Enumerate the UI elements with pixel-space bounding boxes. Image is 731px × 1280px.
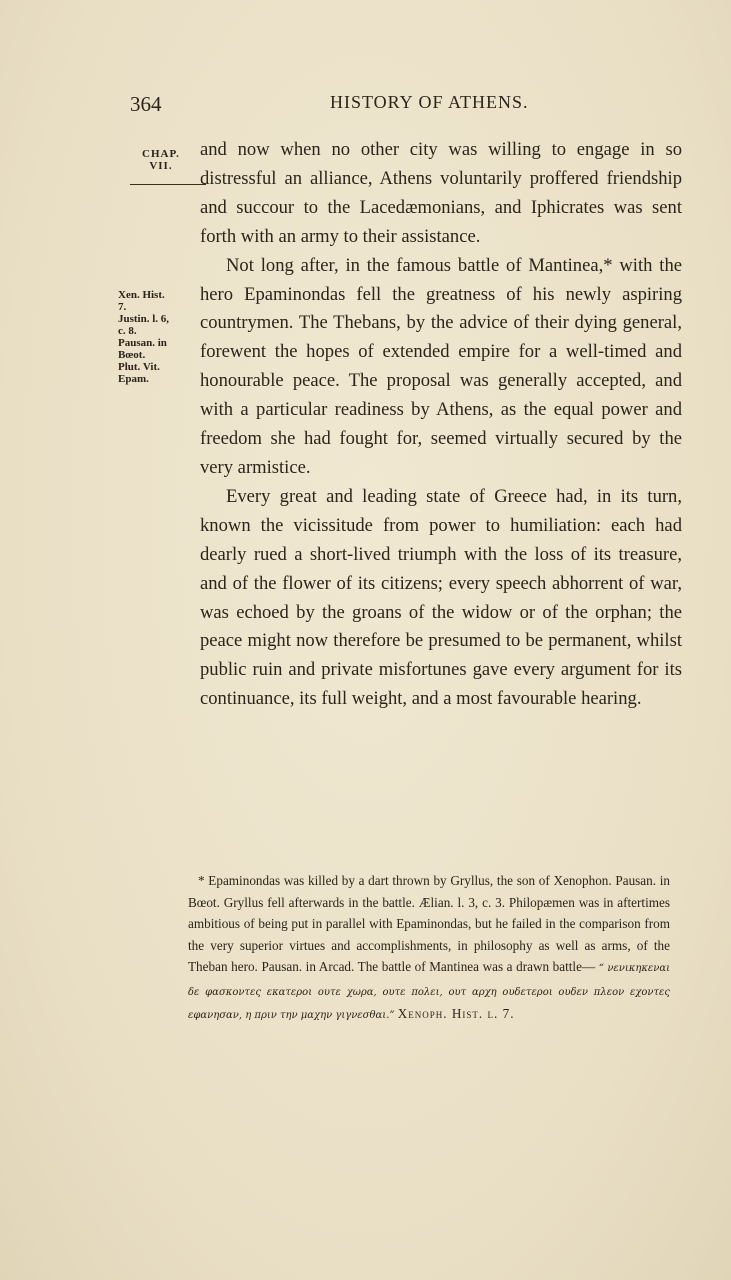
paragraph: Not long after, in the famous battle of Mantinea,* with the hero Epaminondas fell the greatness of his newly aspiring countrymen. The Thebans, by the advice of their dying general, forewent the hopes of extended empire for a well-timed and honourable peace. The proposal was generally accepted, and with a particular readiness by Athens, as the equal power and freedom she had fought for, seemed virtually secured by the very armistice.: [200, 254, 682, 478]
source-line: Epam.: [118, 373, 149, 385]
source-line: Justin. l. 6,: [118, 313, 170, 325]
source-line: Bœot.: [118, 349, 146, 361]
paragraph: and now when no other city was willing to engage in so distressful an alliance, Athens voluntarily proffered friendship and succour to the Lacedæmonians, and Iphicrates was sent forth with an army to their assistance.: [200, 139, 682, 247]
running-head: HISTORY OF ATHENS.: [330, 92, 529, 112]
chapter-label: CHAP.: [142, 148, 180, 160]
footnote-citation: Xenoph. Hist. l. 7.: [397, 1006, 515, 1021]
source-line: 7.: [118, 301, 127, 313]
source-line: Plut. Vit.: [118, 361, 160, 373]
footnote-greek-quote: “ νενικηκεναι δε φασκοντες εκατεροι ουτε χωρα, ουτε πολει, ουτ αρχη ουδετεροι ουδεν πλεον εχοντες εφανησαν, η πριν την μαχην γιγνεσθαι.”: [188, 963, 671, 1021]
page-number: 364: [130, 92, 162, 116]
body-text: [200, 136, 682, 714]
chapter-rule: [130, 184, 206, 185]
source-line: Xen. Hist.: [118, 289, 165, 301]
source-line: c. 8.: [118, 325, 137, 337]
chapter-marker: [142, 148, 180, 172]
page-header: [0, 92, 731, 122]
paragraph: Every great and leading state of Greece had, in its turn, known the vicissitude from power to humiliation: each had dearly rued a short-lived triumph with the loss of its treasure, and of the flower of its citizens; every speech abhorrent of war, was echoed by the groans of the widow or of the orphan; the peace might now therefore be presumed to be permanent, whilst public ruin and private misfortunes gave every argument for its continuance, its full weight, and a most favourable hearing.: [200, 485, 682, 710]
margin-sources: [118, 289, 169, 385]
footnote: [188, 870, 670, 1027]
source-line: Pausan. in: [118, 337, 167, 349]
chapter-number: VII.: [149, 160, 173, 172]
footnote-text: * Epaminondas was killed by a dart thrown by Gryllus, the son of Xenophon. Pausan. in Bœot. Gryllus fell afterwards in the battle. Ælian. l. 3, c. 3. Philopæmen was in aftertimes ambitious of being put in parallel with Epaminondas, but he failed in the comparison from the very superior virtues and accomplishments, in philosophy as well as arms, of the Theban hero. Pausan. in Arcad. The battle of Mantinea was a drawn battle—: [188, 873, 670, 974]
